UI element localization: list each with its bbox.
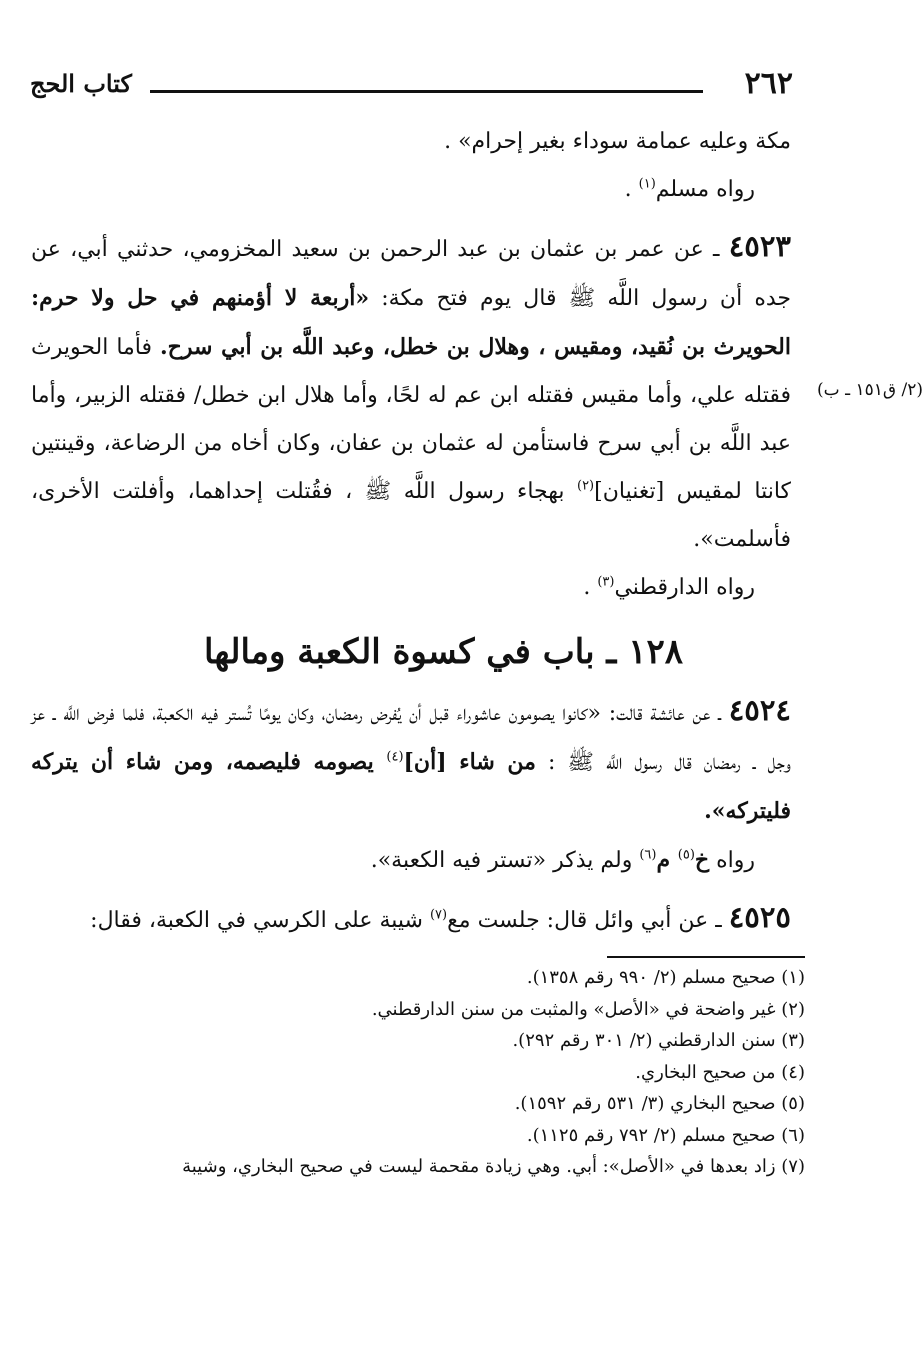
footnote-ref: (٤) xyxy=(386,749,404,765)
continuation-text: مكة وعليه عمامة سوداء بغير إحرام» . xyxy=(444,129,791,154)
margin-note: (٢/ ق١٥١ ـ ب) xyxy=(817,380,923,400)
continuation-narration: رواه مسلم$^{(١)}$ . xyxy=(624,176,755,202)
footnote-ref: (١) xyxy=(638,176,656,192)
hadith-number: ٤٥٢٤ xyxy=(728,693,791,727)
footnote: (٦) صحيح مسلم (٢/ ٧٩٢ رقم ١١٢٥). xyxy=(526,1124,805,1146)
hadith-4524-narration: رواه خ$^{(٥)}$ م$^{(٦)}$ ولم يذكر «تستر فيه الكعبة». xyxy=(370,847,755,873)
footnote: (٧) زاد بعدها في «الأصل»: أبي. وهي زيادة مقحمة ليست في صحيح البخاري، وشيبة xyxy=(182,1156,805,1177)
footnote-ref: (٥) xyxy=(677,847,695,863)
footnote: (٤) من صحيح البخاري. xyxy=(635,1061,805,1083)
page-header xyxy=(30,66,793,102)
footnote-ref: (٣) xyxy=(597,574,615,590)
footnote-ref: (٧) xyxy=(429,907,448,923)
footnote-ref: (٢) xyxy=(576,478,595,494)
footnote: (٣) سنن الدارقطني (٢/ ٣٠١ رقم ٢٩٢). xyxy=(512,1030,805,1051)
footnote-ref: (٦) xyxy=(639,847,657,863)
footnote-divider xyxy=(607,956,805,958)
page-number: ٢٦٢ xyxy=(744,66,793,101)
hadith-4523: ٤٥٢٣ ـ عن عمر بن عثمان بن عبد الرحمن بن سعيد المخزومي، حدثني أبي، عن جده أن رسول اللَّه ﷺ قال يوم فتح مكة: «أربعة لا أؤمنهم في حل ولا حرم: الحويرث بن نُقيد، ومقيس ، وهلال بن خطل، وعبد اللَّه بن أبي سرح. فأما الحويرث فقتله علي، وأما مقيس فقتله ابن عم له لحًا، وأما هلال ابن خطل/ فقتله الزبير، وأما عبد اللَّه بن أبي سرح فاستأمن له عثمان بن عفان، وكان أخاه من الرضاعة، وقينتين كانتا لمقيس [تغنيان]$^{(٢)}$ بهجاء رسول اللَّه ﷺ ، فقُتلت إحداهما، وأفلتت الأخرى، فأسلمت». (٢/ ق١٥١ ـ ب) xyxy=(31,229,923,552)
header-rule xyxy=(150,90,703,93)
footnote: (٢) غير واضحة في «الأصل» والمثبت من سنن الدارقطني. xyxy=(371,998,805,1020)
hadith-number: ٤٥٢٥ xyxy=(728,900,791,934)
hadith-quote: «أربعة لا أؤمنهم في حل ولا حرم: الحويرث بن نُقيد، ومقيس ، وهلال بن خطل، وعبد اللَّه بن أبي سرح. xyxy=(31,285,791,360)
footnote: (١) صحيح مسلم (٢/ ٩٩٠ رقم ١٣٥٨). xyxy=(526,967,805,988)
book-title: كتاب الحج xyxy=(30,69,132,98)
main-text xyxy=(31,118,923,945)
footnotes xyxy=(85,962,805,1183)
chapter-heading: ١٢٨ ـ باب في كسوة الكعبة ومالها xyxy=(204,632,683,672)
hadith-4525: ٤٥٢٥ ـ عن أبي وائل قال: جلست مع$^{(٧)}$ شيبة على الكرسي في الكعبة، فقال: xyxy=(90,900,791,934)
hadith-4524: ٤٥٢٤ ـ عن عائشة قالت: «كانوا يصومون عاشوراء قبل أن يُفرض رمضان، وكان يومًا تُستر فيه الكعبة، فلما فرض اللَّه ـ عز وجل ـ رمضان قال رسول اللَّه ﷺ : من شاء [أن]$^{(٤)}$ يصومه فليصمه، ومن شاء أن يتركه فليتركه». xyxy=(31,693,792,824)
hadith-number: ٤٥٢٣ xyxy=(728,229,791,263)
footnote: (٥) صحيح البخاري (٣/ ٥٣١ رقم ١٥٩٢). xyxy=(514,1093,805,1114)
hadith-4523-narration: رواه الدارقطني$^{(٣)}$ . xyxy=(583,574,755,600)
